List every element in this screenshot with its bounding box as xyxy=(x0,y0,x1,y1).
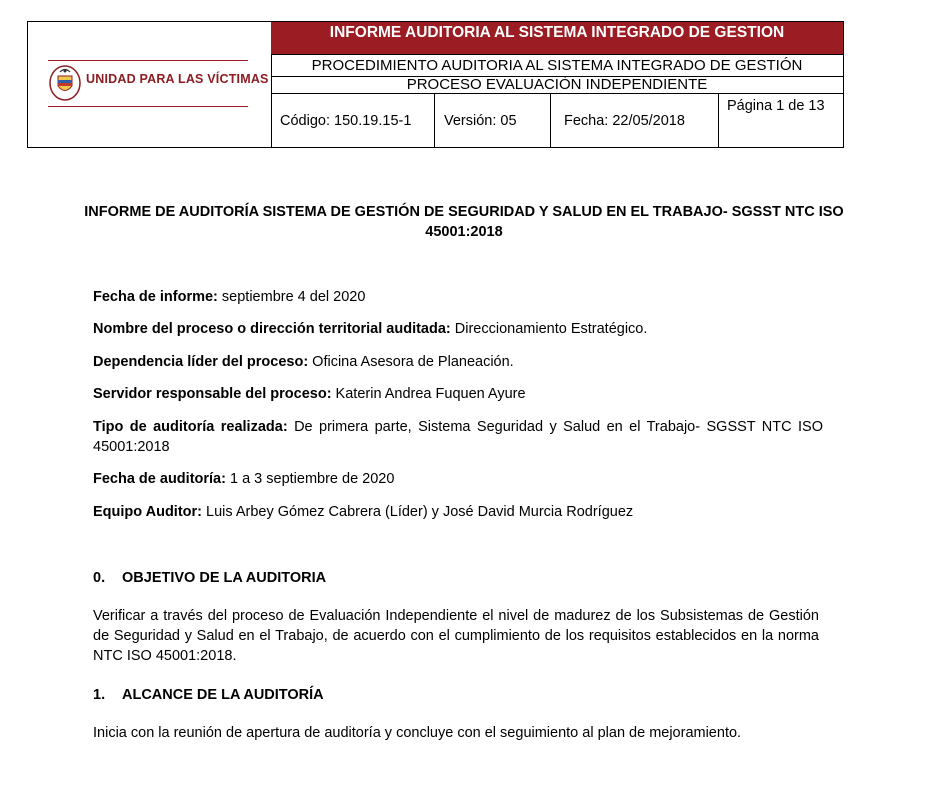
section-body-scope: Inicia con la reunión de apertura de auditoría y concluye con el seguimiento al plan de mejoramiento. xyxy=(93,725,742,741)
field-responsible-officer xyxy=(93,384,823,404)
field-audit-team xyxy=(93,502,823,522)
field-label: Equipo Auditor: xyxy=(93,504,202,520)
section-number: 0. xyxy=(93,570,106,586)
logo-text: UNIDAD PARA LAS VÍCTIMAS xyxy=(86,72,269,86)
process-name: PROCESO EVALUACIÒN INDEPENDIENTE xyxy=(406,77,708,93)
procedure-name: PROCEDIMIENTO AUDITORIA AL SISTEMA INTEGRADO DE GESTIÓN xyxy=(271,55,843,77)
field-audit-type xyxy=(93,417,823,457)
page-number: Página 1 de 13 xyxy=(727,98,825,114)
field-label: Dependencia líder del proceso: xyxy=(93,354,309,370)
field-report-date xyxy=(93,287,823,307)
field-label: Servidor responsable del proceso: xyxy=(93,386,332,402)
field-label: Fecha de auditoría: xyxy=(93,471,226,487)
section-title: OBJETIVO DE LA AUDITORIA xyxy=(122,570,327,586)
field-value: Luis Arbey Gómez Cabrera (Líder) y José David Murcia Rodríguez xyxy=(202,504,634,520)
date-cell xyxy=(551,94,719,147)
field-value: De primera parte, Sistema Seguridad y Salud en el Trabajo- SGSST NTC ISO 45001:2018 xyxy=(93,419,824,455)
field-value: Direccionamiento Estratégico. xyxy=(450,321,648,337)
unidad-victimas-logo xyxy=(48,62,269,106)
document-meta-row xyxy=(271,93,843,147)
logo-rule-top xyxy=(48,60,248,61)
field-audit-date xyxy=(93,469,823,489)
field-label: Tipo de auditoría realizada: xyxy=(93,419,288,435)
logo-cell xyxy=(28,22,272,147)
report-heading: INFORME DE AUDITORÍA SISTEMA DE GESTIÓN DE SEGURIDAD Y SALUD EN EL TRABAJO- SGSST NTC ISO 45001:2018 xyxy=(84,204,844,240)
field-audited-process xyxy=(93,319,823,339)
section-heading-objective xyxy=(93,568,326,588)
section-number: 1. xyxy=(93,687,106,703)
coat-of-arms-icon xyxy=(48,64,82,102)
document-code: Código: 150.19.15-1 xyxy=(280,113,412,129)
document-version: Versión: 05 xyxy=(444,113,517,129)
version-cell xyxy=(435,94,551,147)
field-value: Oficina Asesora de Planeación. xyxy=(308,354,514,370)
field-value: septiembre 4 del 2020 xyxy=(217,289,366,305)
document-date: Fecha: 22/05/2018 xyxy=(564,113,685,129)
report-title-bar: INFORME AUDITORIA AL SISTEMA INTEGRADO DE GESTION xyxy=(271,22,843,55)
document-header-table xyxy=(27,21,844,148)
code-cell xyxy=(271,94,435,147)
section-title: ALCANCE DE LA AUDITORÍA xyxy=(122,687,324,703)
section-body-objective: Verificar a través del proceso de Evaluación Independiente el nivel de madurez de los Subsistemas de Gestión de Seguridad y Salud en el Trabajo, de acuerdo con el cumplimiento de los requisitos establecidos en la norma NTC ISO 45001:2018. xyxy=(93,608,819,664)
logo-rule-bottom xyxy=(48,106,248,107)
section-heading-scope xyxy=(93,685,324,705)
field-value: 1 a 3 septiembre de 2020 xyxy=(225,471,395,487)
field-label: Fecha de informe: xyxy=(93,289,218,305)
field-lead-department xyxy=(93,352,823,372)
field-value: Katerin Andrea Fuquen Ayure xyxy=(331,386,526,402)
page-cell xyxy=(719,94,843,147)
field-label: Nombre del proceso o dirección territorial auditada: xyxy=(93,321,451,337)
